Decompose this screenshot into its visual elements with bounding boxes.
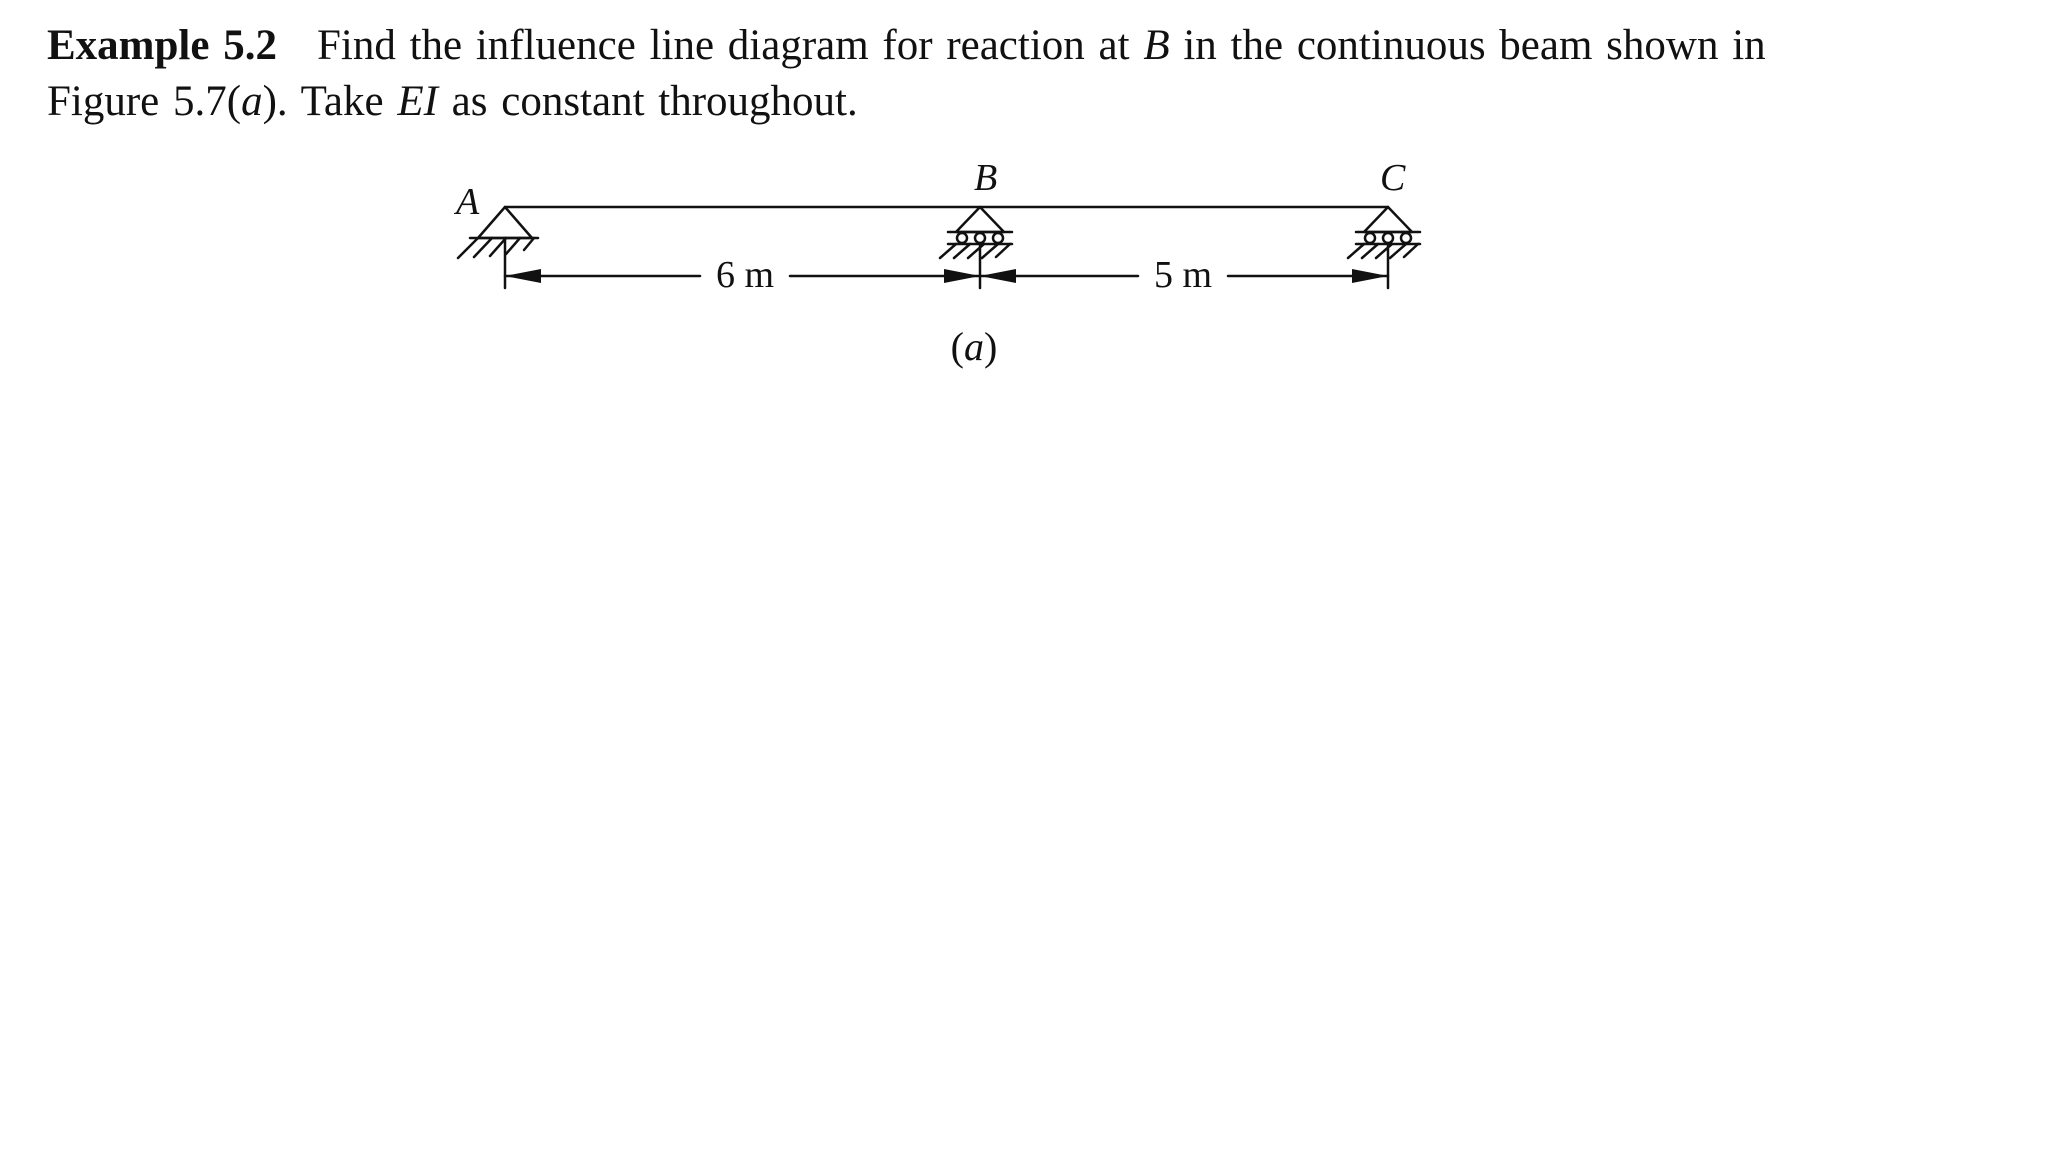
arrowhead-ab-right — [944, 269, 980, 283]
span-ab-label: 6 m — [715, 254, 775, 296]
arrowhead-ab-left — [505, 269, 541, 283]
var-b: B — [1143, 22, 1170, 69]
problem-text-4: ). Take — [262, 78, 398, 125]
var-ei: EI — [397, 78, 438, 125]
span-bc-label: 5 m — [1153, 254, 1213, 296]
problem-text-2: in the continuous beam shown in — [1169, 22, 1766, 69]
support-b-label: B — [974, 157, 998, 199]
var-a: a — [241, 78, 263, 125]
figure-caption: (a) — [950, 324, 998, 369]
problem-text-3: Figure 5.7( — [47, 78, 242, 125]
arrowhead-bc-right — [1352, 269, 1388, 283]
problem-text-5: as constant throughout. — [437, 78, 858, 125]
example-label: Example 5.2 — [47, 22, 277, 69]
support-c-label: C — [1380, 157, 1406, 199]
support-a-label: A — [456, 181, 480, 223]
arrowhead-bc-left — [980, 269, 1016, 283]
problem-text-1: Find the influence line diagram for reaction at — [316, 22, 1144, 69]
